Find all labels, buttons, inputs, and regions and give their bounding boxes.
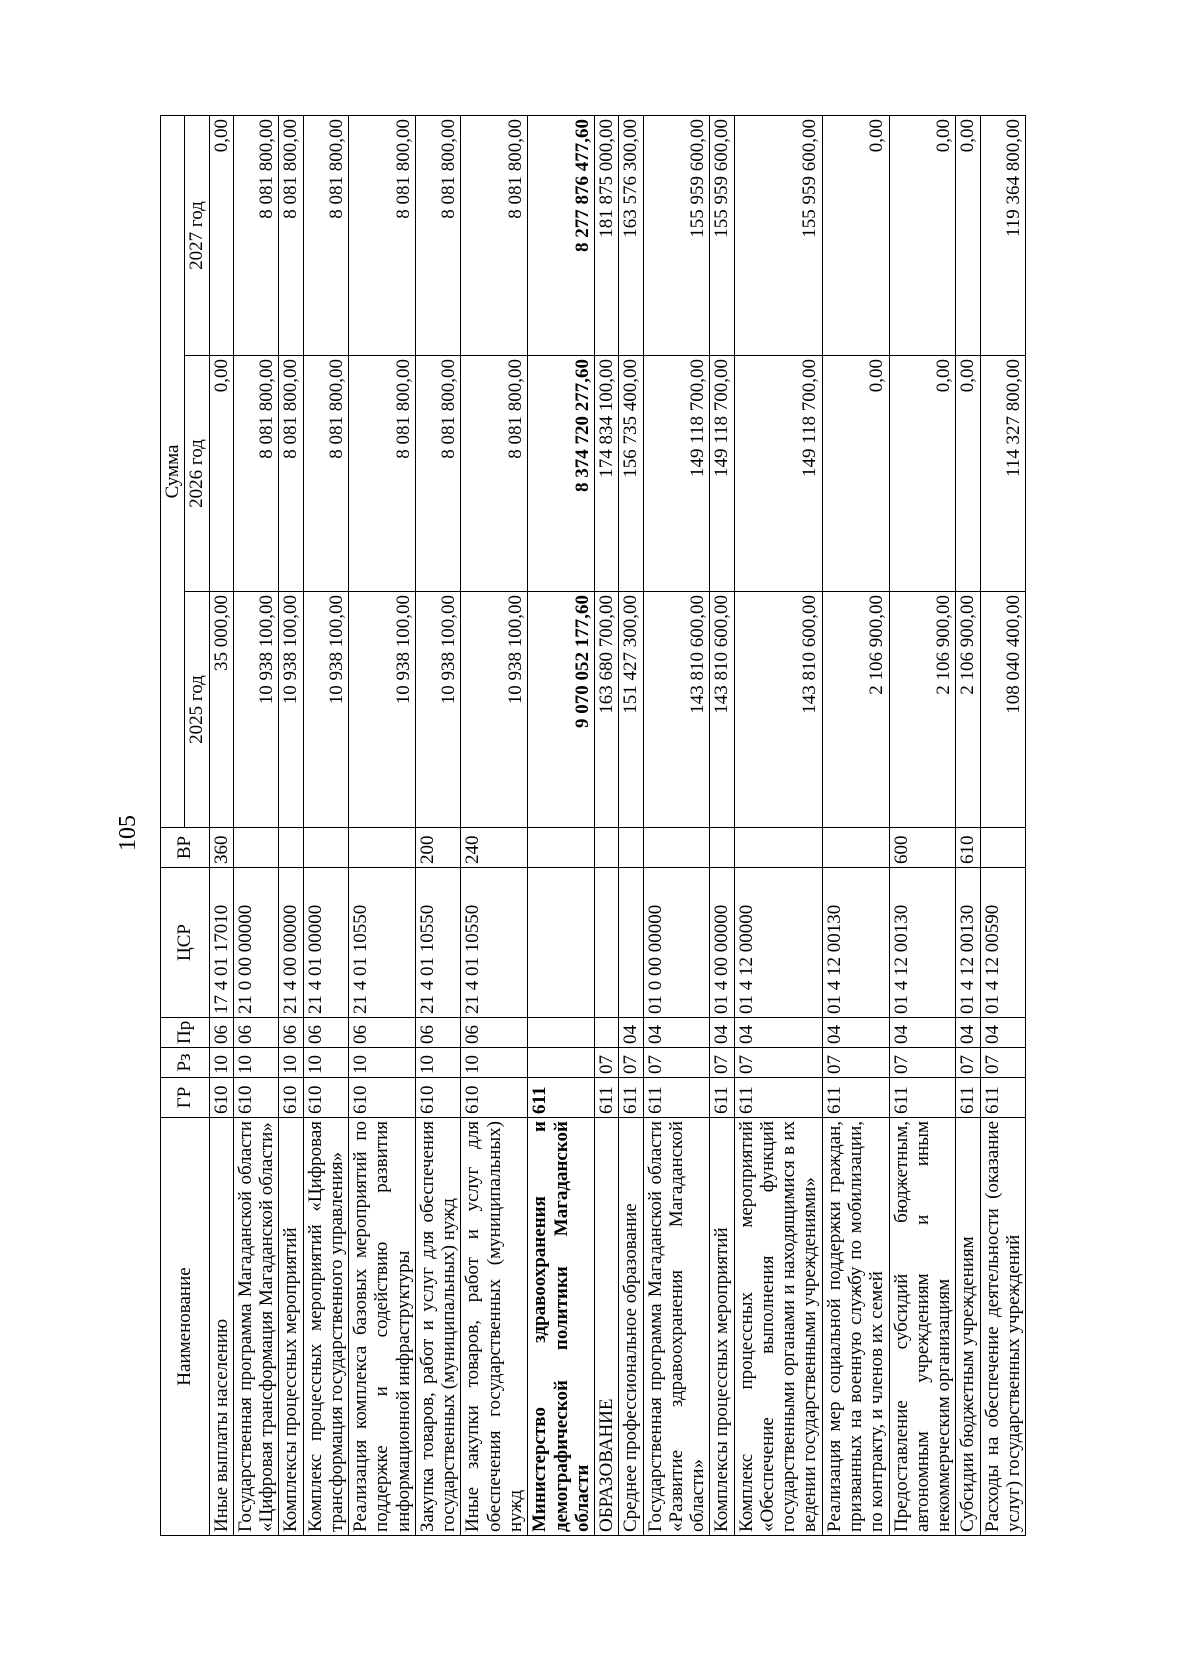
cell-y2026: 0,00	[956, 356, 980, 592]
cell-y2026: 0,00	[889, 356, 956, 592]
cell-y2025: 143 810 600,00	[643, 592, 710, 828]
cell-gr: 610	[415, 1078, 461, 1118]
cell-rz: 10	[279, 1048, 303, 1078]
cell-y2027: 8 081 800,00	[415, 115, 461, 355]
cell-gr: 611	[595, 1078, 619, 1118]
cell-gr: 611	[822, 1078, 889, 1118]
cell-gr: 611	[980, 1078, 1026, 1118]
cell-csr: 01 4 12 00000	[734, 868, 822, 1018]
cell-pr: 04	[956, 1018, 980, 1048]
cell-y2027: 8 081 800,00	[279, 115, 303, 355]
cell-vr	[303, 828, 349, 868]
cell-vr	[710, 828, 734, 868]
table-row	[528, 115, 595, 1535]
cell-csr: 21 4 01 10550	[461, 868, 528, 1018]
cell-rz: 10	[209, 1048, 233, 1078]
cell-name: Комплекс процессных мероприятий «Цифровая трансформация государственного управления»	[303, 1118, 349, 1536]
header-gr: ГР	[161, 1078, 210, 1118]
cell-y2027: 8 081 800,00	[303, 115, 349, 355]
cell-name: Комплексы процессных мероприятий	[279, 1118, 303, 1536]
cell-y2027: 8 081 800,00	[233, 115, 279, 355]
cell-pr: 06	[349, 1018, 416, 1048]
cell-csr	[595, 868, 619, 1018]
header-row	[161, 115, 185, 1535]
cell-y2026: 8 081 800,00	[279, 356, 303, 592]
cell-y2027: 8 081 800,00	[461, 115, 528, 355]
cell-y2027: 181 875 000,00	[595, 115, 619, 355]
table-row	[415, 115, 461, 1535]
cell-name: Реализация комплекса базовых мероприятий по поддержке и содействию развития информационной инфраструктуры	[349, 1118, 416, 1536]
header-year-2026: 2026 год	[185, 356, 209, 592]
cell-name: Субсидии бюджетным учреждениям	[956, 1118, 980, 1536]
cell-name: Иные закупки товаров, работ и услуг для обеспечения государственных (муниципальных) нужд	[461, 1118, 528, 1536]
cell-y2026: 0,00	[209, 356, 233, 592]
cell-pr: 04	[643, 1018, 710, 1048]
table-row	[209, 115, 233, 1535]
cell-pr: 06	[303, 1018, 349, 1048]
cell-pr: 04	[734, 1018, 822, 1048]
table-row	[734, 115, 822, 1535]
cell-vr	[980, 828, 1026, 868]
cell-y2027: 155 959 600,00	[643, 115, 710, 355]
cell-csr: 21 4 01 10550	[349, 868, 416, 1018]
table-row	[980, 115, 1026, 1535]
cell-gr: 610	[233, 1078, 279, 1118]
cell-gr: 611	[528, 1078, 595, 1118]
cell-csr: 01 4 12 00130	[822, 868, 889, 1018]
cell-csr: 21 0 00 00000	[233, 868, 279, 1018]
cell-y2027: 0,00	[209, 115, 233, 355]
cell-vr	[349, 828, 416, 868]
page-number: 105	[115, 815, 141, 851]
cell-csr: 21 4 01 00000	[303, 868, 349, 1018]
cell-pr: 04	[619, 1018, 643, 1048]
cell-vr	[233, 828, 279, 868]
cell-name: Комплексы процессных мероприятий	[710, 1118, 734, 1536]
cell-y2026: 149 118 700,00	[710, 356, 734, 592]
table-row	[643, 115, 710, 1535]
cell-csr	[528, 868, 595, 1018]
cell-y2026: 8 374 720 277,60	[528, 356, 595, 592]
cell-y2025: 10 938 100,00	[233, 592, 279, 828]
cell-gr: 611	[889, 1078, 956, 1118]
cell-y2026: 8 081 800,00	[415, 356, 461, 592]
cell-vr: 240	[461, 828, 528, 868]
cell-rz	[528, 1048, 595, 1078]
cell-pr	[595, 1018, 619, 1048]
cell-gr: 611	[619, 1078, 643, 1118]
cell-name: Государственная программа Магаданской области «Развитие здравоохранения Магаданской области»	[643, 1118, 710, 1536]
table-row	[956, 115, 980, 1535]
cell-y2025: 2 106 900,00	[889, 592, 956, 828]
header-year-2025: 2025 год	[185, 592, 209, 828]
cell-csr	[619, 868, 643, 1018]
table-row	[710, 115, 734, 1535]
cell-y2026: 8 081 800,00	[461, 356, 528, 592]
cell-y2026: 174 834 100,00	[595, 356, 619, 592]
cell-gr: 610	[349, 1078, 416, 1118]
cell-vr	[619, 828, 643, 868]
cell-csr: 01 4 12 00130	[956, 868, 980, 1018]
budget-table-container	[160, 116, 1116, 1536]
header-rz: Рз	[161, 1048, 210, 1078]
cell-y2026: 114 327 800,00	[980, 356, 1026, 592]
cell-rz: 07	[619, 1048, 643, 1078]
cell-pr: 06	[461, 1018, 528, 1048]
cell-gr: 610	[461, 1078, 528, 1118]
cell-vr: 610	[956, 828, 980, 868]
cell-gr: 610	[279, 1078, 303, 1118]
cell-y2026: 149 118 700,00	[734, 356, 822, 592]
cell-gr: 610	[209, 1078, 233, 1118]
header-csr: ЦСР	[161, 868, 210, 1018]
cell-y2025: 10 938 100,00	[349, 592, 416, 828]
cell-pr: 04	[822, 1018, 889, 1048]
cell-rz: 07	[643, 1048, 710, 1078]
cell-y2026: 149 118 700,00	[643, 356, 710, 592]
cell-y2026: 8 081 800,00	[303, 356, 349, 592]
cell-y2026: 8 081 800,00	[349, 356, 416, 592]
cell-y2025: 163 680 700,00	[595, 592, 619, 828]
cell-name: Министерство здравоохранения и демографической политики Магаданской области	[528, 1118, 595, 1536]
cell-y2026: 156 735 400,00	[619, 356, 643, 592]
cell-rz: 10	[349, 1048, 416, 1078]
cell-y2025: 10 938 100,00	[303, 592, 349, 828]
cell-vr: 360	[209, 828, 233, 868]
cell-csr: 17 4 01 17010	[209, 868, 233, 1018]
cell-pr: 04	[980, 1018, 1026, 1048]
cell-y2025: 151 427 300,00	[619, 592, 643, 828]
cell-csr: 01 4 12 00590	[980, 868, 1026, 1018]
cell-y2025: 10 938 100,00	[461, 592, 528, 828]
cell-name: Государственная программа Магаданской области «Цифровая трансформация Магаданской области»	[233, 1118, 279, 1536]
cell-y2025: 2 106 900,00	[956, 592, 980, 828]
header-name: Наименование	[161, 1118, 210, 1536]
cell-y2027: 0,00	[889, 115, 956, 355]
cell-rz: 07	[822, 1048, 889, 1078]
table-row	[279, 115, 303, 1535]
cell-name: ОБРАЗОВАНИЕ	[595, 1118, 619, 1536]
cell-rz: 07	[734, 1048, 822, 1078]
cell-vr: 200	[415, 828, 461, 868]
cell-y2027: 155 959 600,00	[710, 115, 734, 355]
cell-gr: 611	[734, 1078, 822, 1118]
cell-rz: 07	[956, 1048, 980, 1078]
cell-name: Комплекс процессных мероприятий «Обеспечение выполнения функций государственными органами и находящимися в их ведении государственными учреждениями»	[734, 1118, 822, 1536]
cell-vr	[528, 828, 595, 868]
cell-gr: 611	[643, 1078, 710, 1118]
cell-vr	[279, 828, 303, 868]
cell-name: Расходы на обеспечение деятельности (оказание услуг) государственных учреждений	[980, 1118, 1026, 1536]
cell-gr: 611	[710, 1078, 734, 1118]
cell-pr	[528, 1018, 595, 1048]
cell-name: Среднее профессиональное образование	[619, 1118, 643, 1536]
table-row	[233, 115, 279, 1535]
cell-csr: 01 4 12 00130	[889, 868, 956, 1018]
table-row	[349, 115, 416, 1535]
cell-rz: 10	[415, 1048, 461, 1078]
cell-y2025: 143 810 600,00	[710, 592, 734, 828]
table-row	[303, 115, 349, 1535]
cell-y2025: 2 106 900,00	[822, 592, 889, 828]
cell-y2025: 108 040 400,00	[980, 592, 1026, 828]
cell-rz: 10	[303, 1048, 349, 1078]
cell-pr: 06	[209, 1018, 233, 1048]
cell-vr: 600	[889, 828, 956, 868]
cell-y2026: 8 081 800,00	[233, 356, 279, 592]
cell-rz: 07	[710, 1048, 734, 1078]
table-row	[889, 115, 956, 1535]
cell-y2026: 0,00	[822, 356, 889, 592]
cell-rz: 10	[461, 1048, 528, 1078]
cell-csr: 01 4 00 00000	[710, 868, 734, 1018]
header-year-2027: 2027 год	[185, 115, 209, 355]
cell-rz: 07	[980, 1048, 1026, 1078]
cell-rz: 07	[889, 1048, 956, 1078]
cell-y2027: 119 364 800,00	[980, 115, 1026, 355]
cell-vr	[822, 828, 889, 868]
cell-y2027: 155 959 600,00	[734, 115, 822, 355]
table-row	[595, 115, 619, 1535]
cell-gr: 610	[303, 1078, 349, 1118]
table-row	[619, 115, 643, 1535]
cell-pr: 04	[710, 1018, 734, 1048]
cell-name: Реализация мер социальной поддержки граждан, призванных на военную службу по мобилизации, по контракту, и членов их семей	[822, 1118, 889, 1536]
cell-y2027: 0,00	[956, 115, 980, 355]
cell-vr	[643, 828, 710, 868]
cell-y2027: 8 081 800,00	[349, 115, 416, 355]
cell-name: Предоставление субсидий бюджетным, автономным учреждениям и иным некоммерческим организациям	[889, 1118, 956, 1536]
cell-pr: 06	[415, 1018, 461, 1048]
cell-pr: 04	[889, 1018, 956, 1048]
table-row	[461, 115, 528, 1535]
cell-y2025: 10 938 100,00	[415, 592, 461, 828]
cell-y2025: 9 070 052 177,60	[528, 592, 595, 828]
cell-name: Иные выплаты населению	[209, 1118, 233, 1536]
cell-csr: 21 4 00 00000	[279, 868, 303, 1018]
cell-pr: 06	[233, 1018, 279, 1048]
cell-csr: 21 4 01 10550	[415, 868, 461, 1018]
cell-vr	[595, 828, 619, 868]
cell-y2025: 10 938 100,00	[279, 592, 303, 828]
cell-y2027: 163 576 300,00	[619, 115, 643, 355]
budget-table	[160, 115, 1026, 1536]
cell-y2025: 143 810 600,00	[734, 592, 822, 828]
cell-pr: 06	[279, 1018, 303, 1048]
table-body	[209, 115, 1026, 1535]
header-vr: ВР	[161, 828, 210, 868]
cell-y2027: 0,00	[822, 115, 889, 355]
cell-rz: 07	[595, 1048, 619, 1078]
header-pr: Пр	[161, 1018, 210, 1048]
cell-csr: 01 0 00 00000	[643, 868, 710, 1018]
cell-vr	[734, 828, 822, 868]
cell-rz: 10	[233, 1048, 279, 1078]
header-sum: Сумма	[161, 115, 185, 827]
cell-y2025: 35 000,00	[209, 592, 233, 828]
cell-name: Закупка товаров, работ и услуг для обеспечения государственных (муниципальных) нужд	[415, 1118, 461, 1536]
cell-y2027: 8 277 876 477,60	[528, 115, 595, 355]
table-row	[822, 115, 889, 1535]
cell-gr: 611	[956, 1078, 980, 1118]
